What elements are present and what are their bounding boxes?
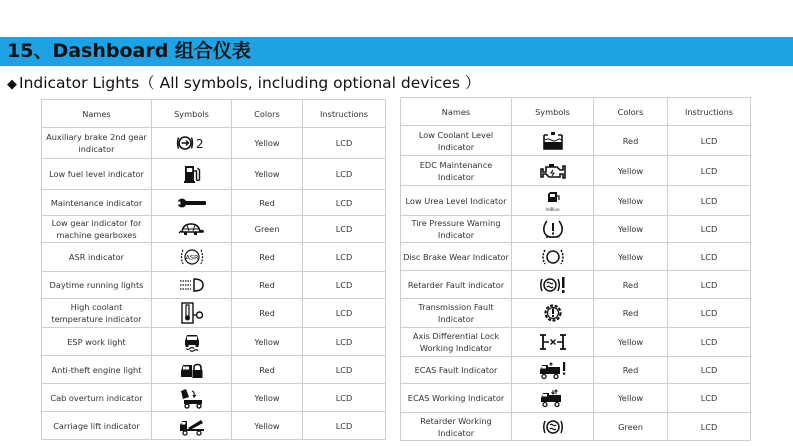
indicator-color: Red [594,126,668,156]
table-row-low-coolant-level-indicator [401,126,751,156]
indicator-symbol-cell [152,128,232,159]
gear-fault-icon [542,302,564,324]
indicator-instruction: LCD [668,156,751,186]
indicator-color: Yellow [594,328,668,357]
indicator-symbol-cell [512,384,594,413]
table-row-high-coolant-temperature-indicator [42,299,386,328]
indicator-instruction: LCD [303,299,386,328]
ecas-working-icon [539,388,567,408]
indicator-symbol-cell [152,272,232,299]
diamond-bullet-icon: ◆ [7,77,17,92]
indicator-instruction: LCD [668,271,751,299]
right-indicator-table [400,97,751,441]
indicator-name: Low fuel level indicator [42,159,152,190]
indicator-name: Carriage lift indicator [42,412,152,440]
ecas-fault-icon [538,360,568,380]
indicator-name: ECAS Fault Indicator [401,357,512,384]
indicator-color: Red [232,356,303,384]
indicator-color: Red [594,271,668,299]
indicator-color: Red [232,299,303,328]
indicator-symbol-cell [512,186,594,216]
left-indicator-table [41,99,386,440]
indicator-color: Red [232,243,303,272]
indicator-name: Low Coolant Level Indicator [401,126,512,156]
indicator-name: Anti-theft engine light [42,356,152,384]
table-row-retarder-fault-indicator [401,271,751,299]
indicator-instruction: LCD [668,413,751,441]
indicator-symbol-cell [152,216,232,243]
indicator-instruction: LCD [303,384,386,412]
cab-overturn-icon [178,387,206,409]
indicator-color: Green [232,216,303,243]
wrench-icon [177,196,207,210]
header-names: Names [42,100,152,128]
table-row-asr-indicator [42,243,386,272]
indicator-instruction: LCD [668,126,751,156]
auxiliary-brake-2-icon [176,134,208,152]
coolant-temperature-icon [180,302,204,324]
brake-wear-icon [541,246,565,268]
indicator-color: Red [594,357,668,384]
lock-car-icon [180,361,204,379]
section-banner [0,37,793,66]
indicator-color: Yellow [232,128,303,159]
indicator-name: Low gear indicator for machine gearboxes [42,216,152,243]
section-title: 15、Dashboard 组合仪表 [7,40,251,62]
svg-text:ASR: ASR [184,253,199,262]
indicator-symbol-cell [512,243,594,271]
esp-skid-icon [181,332,203,352]
subtitle-text: Indicator Lights（ All symbols, including optional devices ） [19,74,481,92]
indicator-name: Maintenance indicator [42,190,152,216]
header-colors: Colors [594,98,668,126]
indicator-color: Yellow [594,243,668,271]
daytime-running-light-icon [178,277,206,293]
indicator-instruction: LCD [303,243,386,272]
indicator-color: Green [594,413,668,441]
indicator-name: Auxiliary brake 2nd gear indicator [42,128,152,159]
table-row-axis-differential-lock-working-indicator [401,328,751,357]
asr-icon [179,247,205,267]
table-row-esp-work-light [42,328,386,356]
indicator-instruction: LCD [303,159,386,190]
table-row-transmission-fault-indicator [401,299,751,328]
axle-diff-lock-icon [539,332,567,352]
indicator-symbol-cell [512,413,594,441]
indicator-symbol-cell [512,328,594,357]
indicator-color: Red [232,272,303,299]
indicator-color: Red [232,190,303,216]
indicator-instruction: LCD [668,216,751,243]
indicator-name: Tire Pressure Warning Indicator [401,216,512,243]
indicator-instruction: LCD [303,272,386,299]
icon-caption: AdBlue [545,207,560,212]
table-row-edc-maintenance-indicator [401,156,751,186]
indicator-symbol-cell [152,328,232,356]
table-row-cab-overturn-indicator [42,384,386,412]
table-row-disc-brake-wear-indicator [401,243,751,271]
header-colors: Colors [232,100,303,128]
svg-text:2: 2 [195,137,204,151]
indicator-symbol-cell [512,299,594,328]
indicator-color: Yellow [594,216,668,243]
table-row-tire-pressure-warning-indicator [401,216,751,243]
indicator-instruction: LCD [668,299,751,328]
table-row-retarder-working-indicator [401,413,751,441]
right-header-row [401,98,751,126]
table-row-low-fuel-level-indicator [42,159,386,190]
table-row-auxiliary-brake-2nd-gear-indicator [42,128,386,159]
indicator-symbol-cell [512,126,594,156]
indicator-instruction: LCD [668,243,751,271]
indicator-name: ECAS Working Indicator [401,384,512,413]
indicator-symbol-cell [152,159,232,190]
indicator-name: Axis Differential Lock Working Indicator [401,328,512,357]
indicator-name: Retarder Working Indicator [401,413,512,441]
tire-pressure-icon [541,218,565,240]
header-symbols: Symbols [152,100,232,128]
indicator-symbol-cell [152,356,232,384]
indicator-instruction: LCD [303,328,386,356]
indicator-name: ASR indicator [42,243,152,272]
indicator-symbol-cell [152,243,232,272]
indicator-instruction: LCD [303,128,386,159]
indicator-instruction: LCD [303,356,386,384]
indicator-instruction: LCD [303,412,386,440]
indicator-instruction: LCD [668,186,751,216]
indicator-symbol-cell [512,357,594,384]
indicator-name: High coolant temperature indicator [42,299,152,328]
header-symbols: Symbols [512,98,594,126]
indicator-symbol-cell [152,412,232,440]
indicator-color: Yellow [594,186,668,216]
table-row-ecas-fault-indicator [401,357,751,384]
engine-icon [537,161,569,181]
indicator-name: ESP work light [42,328,152,356]
indicator-name: Retarder Fault indicator [401,271,512,299]
indicator-color: Yellow [594,384,668,413]
indicator-color: Yellow [232,159,303,190]
indicator-symbol-cell [512,156,594,186]
indicator-symbol-cell [152,190,232,216]
indicator-name: Transmission Fault Indicator [401,299,512,328]
indicator-symbol-cell [152,384,232,412]
indicator-color: Yellow [594,156,668,186]
coolant-level-icon [540,130,566,152]
indicator-instruction: LCD [303,216,386,243]
indicator-instruction: LCD [668,328,751,357]
subtitle [7,73,480,95]
table-row-carriage-lift-indicator [42,412,386,440]
table-row-anti-theft-engine-light [42,356,386,384]
indicator-name: EDC Maintenance Indicator [401,156,512,186]
indicator-color: Red [594,299,668,328]
indicator-symbol-cell [512,216,594,243]
indicator-symbol-cell [512,271,594,299]
indicator-name: Daytime running lights [42,272,152,299]
turtle-icon [178,220,206,238]
retarder-working-icon [541,416,565,438]
fuel-pump-icon [182,164,202,184]
left-header-row [42,100,386,128]
header-instructions: Instructions [303,100,386,128]
table-row-maintenance-indicator [42,190,386,216]
indicator-name: Low Urea Level Indicator [401,186,512,216]
retarder-fault-icon [539,274,567,296]
carriage-lift-icon [178,416,206,436]
indicator-instruction: LCD [668,384,751,413]
indicator-name: Disc Brake Wear Indicator [401,243,512,271]
indicator-color: Yellow [232,328,303,356]
indicator-instruction: LCD [303,190,386,216]
indicator-color: Yellow [232,384,303,412]
indicator-symbol-cell [152,299,232,328]
header-instructions: Instructions [668,98,751,126]
indicator-color: Yellow [232,412,303,440]
table-row-daytime-running-lights [42,272,386,299]
table-row-low-urea-level-indicator [401,186,751,216]
indicator-name: Cab overturn indicator [42,384,152,412]
header-names: Names [401,98,512,126]
table-row-ecas-working-indicator [401,384,751,413]
indicator-instruction: LCD [668,357,751,384]
table-row-low-gear-indicator-for-machine-gearboxes [42,216,386,243]
